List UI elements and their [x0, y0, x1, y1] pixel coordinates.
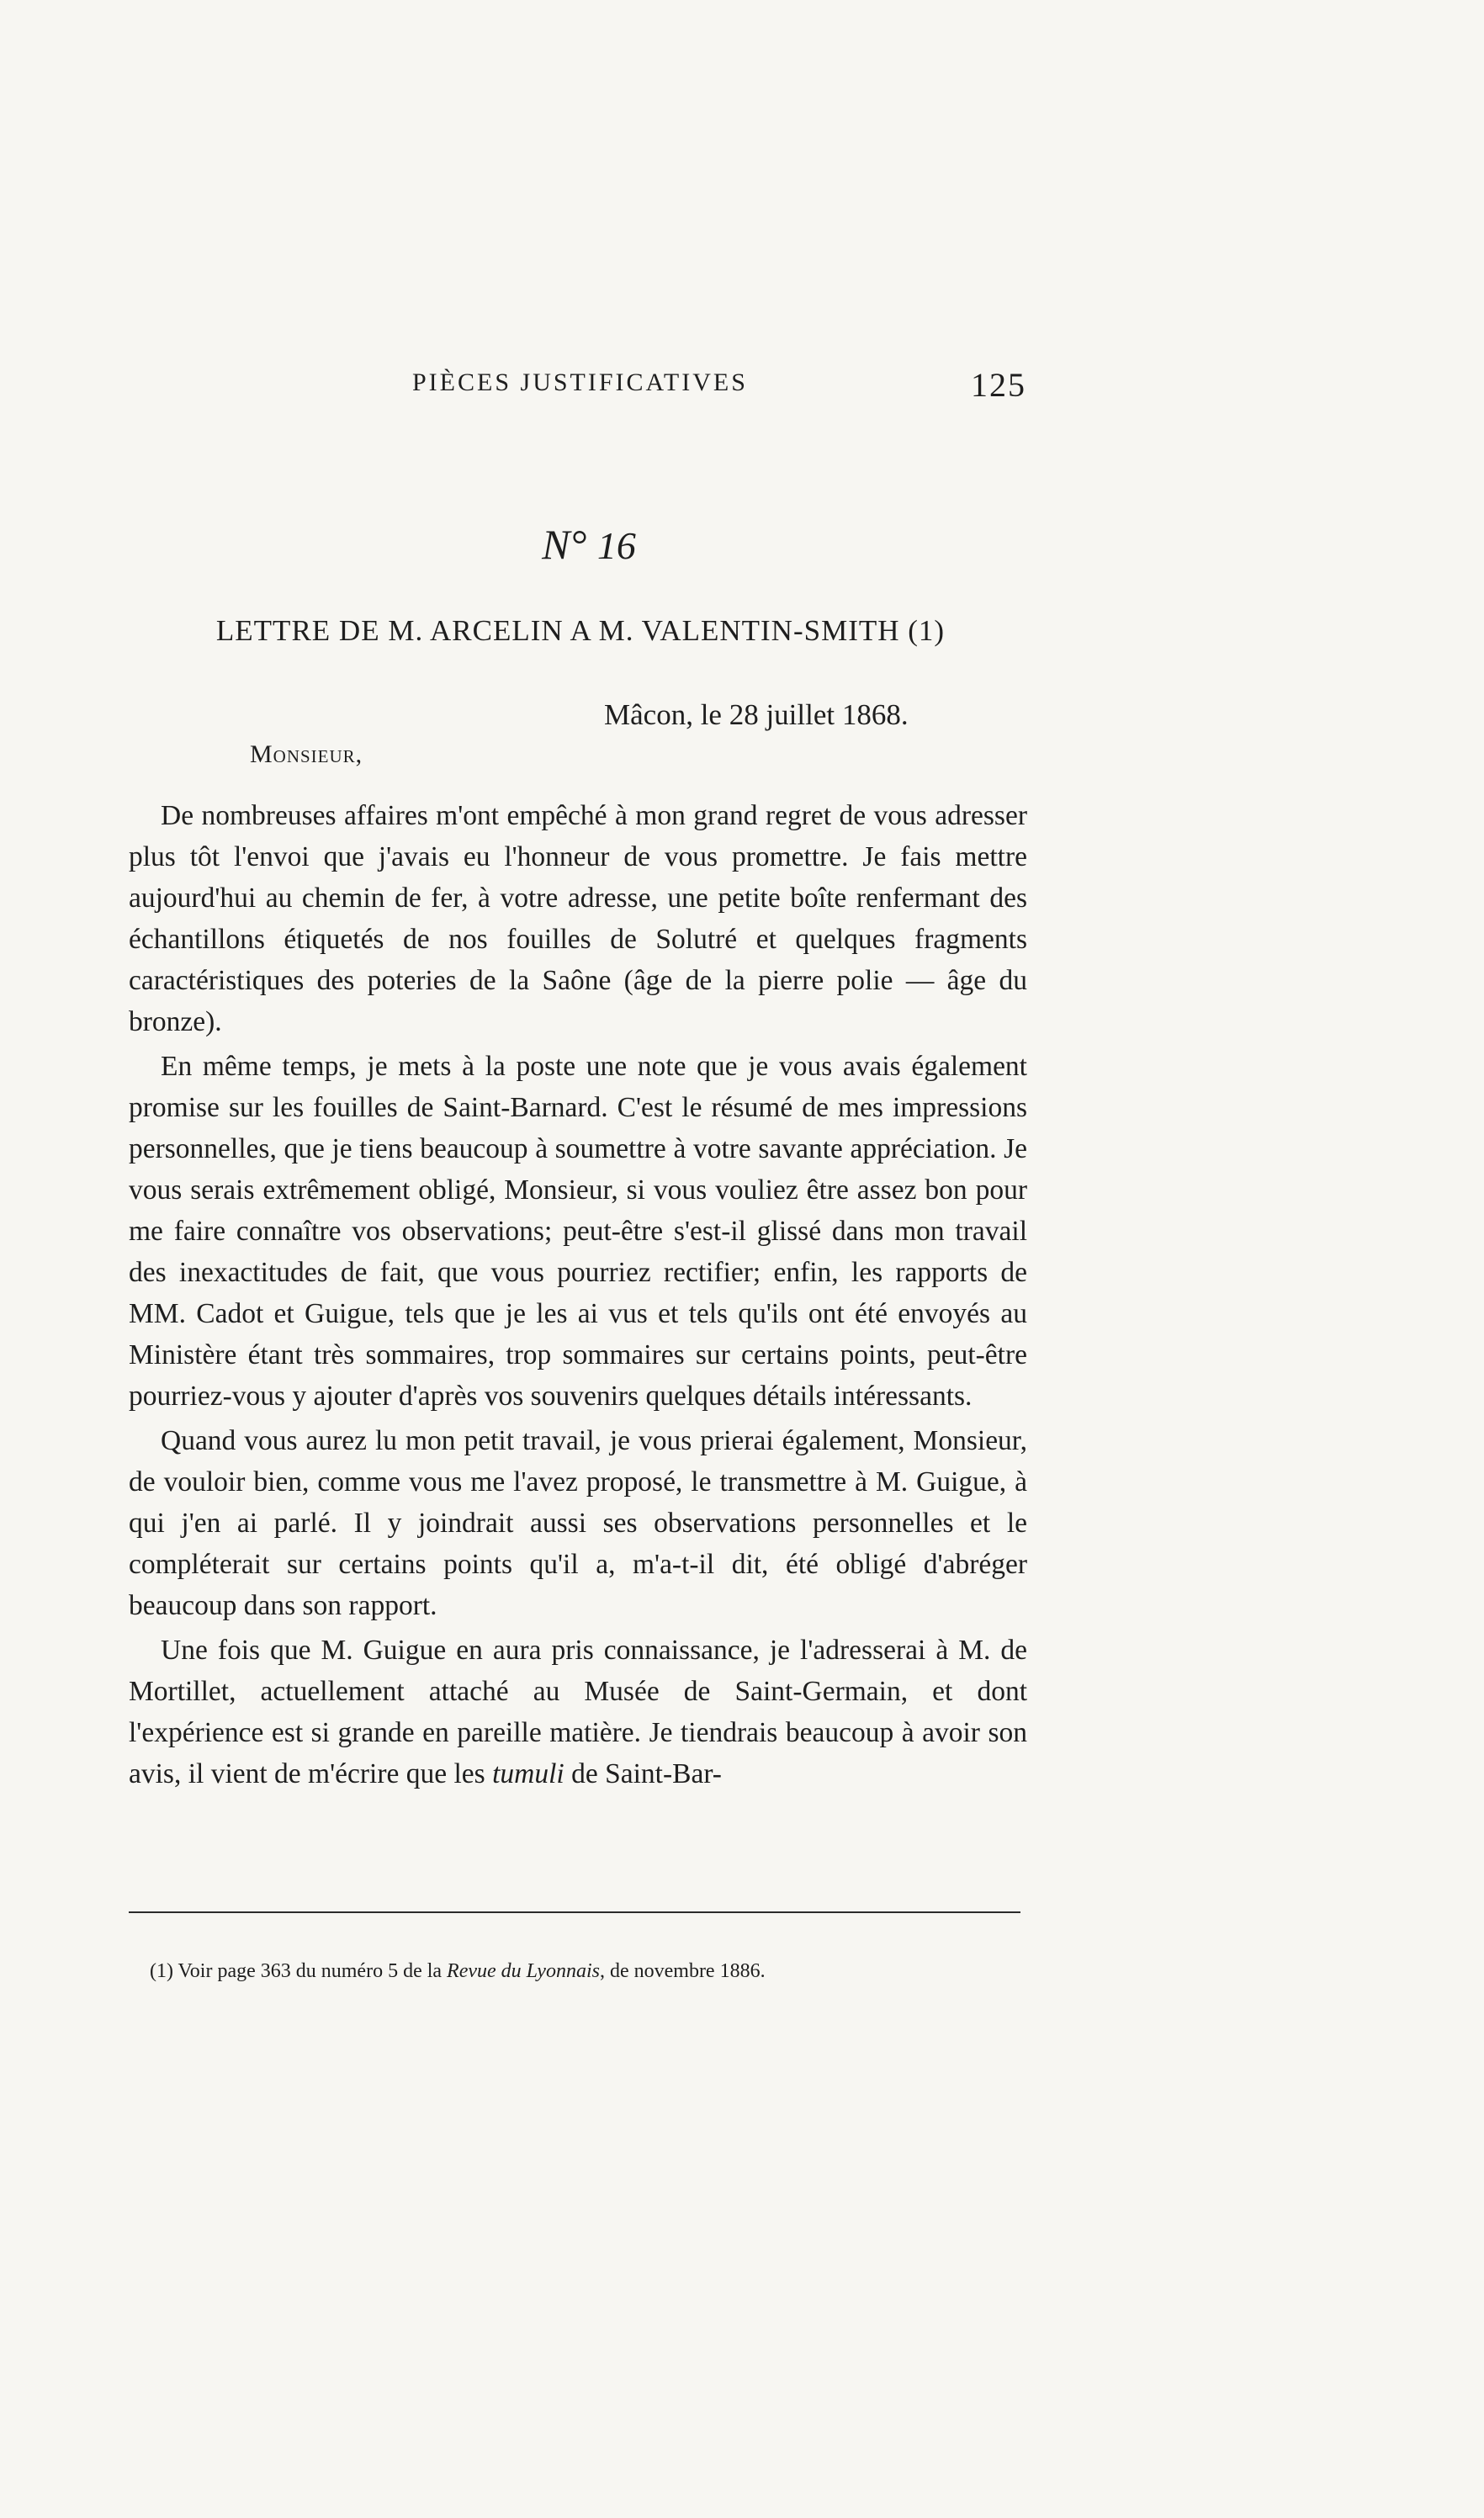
- number-value: 16: [596, 524, 636, 567]
- document-number: [0, 520, 1178, 569]
- letter-body: [129, 795, 1027, 1798]
- letter-title: LETTRE DE M. ARCELIN A M. VALENTIN-SMITH (1): [215, 614, 946, 647]
- running-head: [135, 368, 1026, 419]
- footnote-journal-title: Revue du Lyonnais: [447, 1960, 600, 1982]
- footnote: [150, 1960, 766, 1983]
- paragraph-2: En même temps, je mets à la poste une note que je vous avais également promise sur les fouilles de Saint-Barnard. C'est le résumé de mes impressions personnelles, que je tiens beaucoup à soumettre à votre savante appréciation. Je vous serais extrêmement obligé, Monsieur, si vous vouliez être assez bon pour me faire connaître vos observations; peut-être s'est-il glissé dans mon travail des inexactitudes de fait, que vous pourriez rectifier; enfin, les rapports de MM. Cadot et Guigue, tels que je les ai vus et tels qu'ils ont été envoyés au Ministère étant très sommaires, trop sommaires sur certains points, peut-être pourriez-vous y ajouter d'après vos souvenirs quelques détails intéressants.: [129, 1051, 1027, 1412]
- footnote-text-after: , de novembre 1886.: [599, 1960, 766, 1982]
- page-number: 125: [971, 366, 1026, 404]
- paragraph-4-text-after: de Saint-Bar-: [564, 1758, 722, 1789]
- paragraph-4: [129, 1630, 1027, 1794]
- place-date: Mâcon, le 28 juillet 1868.: [604, 698, 909, 731]
- paragraph-4-emphasis: tumuli: [492, 1758, 564, 1789]
- paragraph-1: De nombreuses affaires m'ont empêché à mon grand regret de vous adresser plus tôt l'envoi que j'avais eu l'honneur de vous promettre. Je fais mettre aujourd'hui au chemin de fer, à votre adresse, une petite boîte renfermant des échantillons étiquetés de nos fouilles de Solutré et quelques fragments caractéristiques des poteries de la Saône (âge de la pierre polie — âge du bronze).: [129, 800, 1027, 1037]
- running-title: PIÈCES JUSTIFICATIVES: [412, 368, 748, 396]
- paragraph-3: Quand vous aurez lu mon petit travail, je vous prierai également, Monsieur, de vouloir bien, comme vous me l'avez proposé, le transmettre à M. Guigue, à qui j'en ai parlé. Il y joindrait aussi ses observations personnelles et le compléterait sur certains points qu'il a, m'a-t-il dit, été obligé d'abréger beaucoup dans son rapport.: [129, 1425, 1027, 1621]
- footnote-text-before: (1) Voir page 363 du numéro 5 de la: [150, 1960, 448, 1982]
- salutation: Monsieur,: [250, 740, 363, 768]
- paragraph-4-text-before: Une fois que M. Guigue en aura pris connaissance, je l'adresserai à M. de Mortillet, actuellement attaché au Musée de Saint-Germain, et dont l'expérience est si grande en pareille matière. Je tiendrais beaucoup à avoir son avis, il vient de m'écrire que les: [129, 1635, 1027, 1789]
- footnote-divider: [129, 1911, 1020, 1913]
- number-mark: N°: [542, 521, 597, 568]
